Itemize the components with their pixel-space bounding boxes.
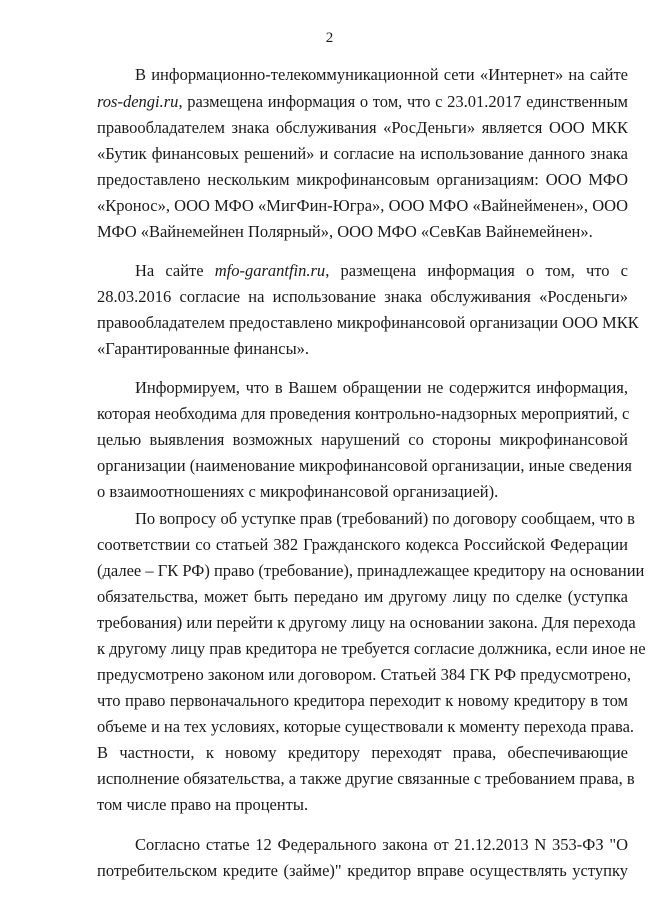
text-segment: В частности, к новому кредитору переходят права, обеспечивающие <box>97 743 628 762</box>
text-segment: что право первоначального кредитора переходит к новому кредитору в том <box>97 691 628 710</box>
text-segment: правообладателем знака обслуживания «РосДеньги» является ООО МКК <box>97 118 628 137</box>
text-line <box>97 453 632 479</box>
text-line <box>135 506 635 532</box>
text-segment: , размещена информация о том, что с 23.01.2017 единственным <box>178 92 628 111</box>
page-number: 2 <box>325 30 334 46</box>
text-line <box>97 219 628 245</box>
text-line <box>97 792 628 818</box>
text-line <box>97 89 628 115</box>
text-segment: объеме и на тех условиях, которые существовали к моменту перехода права. <box>97 717 635 736</box>
text-segment: Согласно статье 12 Федерального закона от 21.12.2013 N 353-ФЗ "О <box>135 835 628 854</box>
text-segment: которая необходима для проведения контрольно-надзорных мероприятий, с <box>97 404 630 423</box>
text-segment: 28.03.2016 согласие на использование знака обслуживания «Росденьги» <box>97 287 628 306</box>
text-segment: организации (наименование микрофинансовой организации, иные сведения <box>97 456 632 475</box>
text-segment: том числе право на проценты. <box>97 795 309 814</box>
text-segment: соответствии со статьей 382 Гражданского кодекса Российской Федерации <box>97 535 628 554</box>
text-line <box>97 310 639 336</box>
text-line <box>97 193 628 219</box>
text-line <box>97 688 628 714</box>
text-segment: о взаимоотношениях с микрофинансовой организацией). <box>97 482 499 501</box>
text-segment: Информируем, что в Вашем обращении не содержится информация, <box>135 378 628 397</box>
text-line <box>135 258 628 284</box>
text-line <box>97 115 628 141</box>
text-segment: В информационно-телекоммуникационной сети «Интернет» на сайте <box>135 65 628 84</box>
text-segment: , размещена информация о том, что с <box>325 261 629 280</box>
text-segment: к другому лицу прав кредитора не требуется согласие должника, если иное не <box>97 639 646 658</box>
text-line <box>97 401 628 427</box>
text-line <box>135 62 628 88</box>
text-segment: «Гарантированные финансы». <box>97 339 310 358</box>
text-segment: предусмотрено законом или договором. Статьей 384 ГК РФ предусмотрено, <box>97 665 632 684</box>
text-line <box>97 532 628 558</box>
text-segment: На сайте <box>135 261 215 280</box>
text-segment: предоставлено нескольким микрофинансовым организациям: ООО МФО <box>97 170 628 189</box>
text-line <box>135 375 628 401</box>
website-name: mfo-garantfin.ru <box>214 261 326 280</box>
text-line <box>97 740 628 766</box>
text-segment: целью выявления возможных нарушений со стороны микрофинансовой <box>97 430 628 449</box>
text-line <box>97 284 628 310</box>
text-line <box>97 141 628 167</box>
text-segment: (далее – ГК РФ) право (требование), принадлежащее кредитору на основании <box>97 561 645 580</box>
text-segment: правообладателем предоставлено микрофинансовой организации ООО МКК <box>97 313 639 332</box>
text-line <box>97 636 646 662</box>
text-segment: «Бутик финансовых решений» и согласие на использование данного знака <box>97 144 628 163</box>
text-line <box>97 584 628 610</box>
text-segment: требования) или перейти к другому лицу на основании закона. Для перехода <box>97 613 636 632</box>
text-line <box>97 558 645 584</box>
text-line <box>97 766 635 792</box>
text-segment: исполнение обязательства, а также другие связанные с требованием права, в <box>97 769 635 788</box>
text-line <box>97 336 628 362</box>
text-segment: «Кронос», ООО МФО «МигФин-Югра», ООО МФО «Вайнейменен», ООО <box>97 196 628 215</box>
website-name: ros-dengi.ru <box>97 92 179 111</box>
text-line <box>97 167 628 193</box>
text-segment: потребительском кредите (займе)" кредитор вправе осуществлять уступку <box>97 861 628 880</box>
text-line <box>135 832 628 858</box>
text-line <box>97 479 628 505</box>
text-line <box>97 427 628 453</box>
text-segment: обязательства, может быть передано им другому лицу по сделке (уступка <box>97 587 628 606</box>
text-segment: По вопросу об уступке прав (требований) по договору сообщаем, что в <box>135 509 635 528</box>
text-line <box>97 610 636 636</box>
text-line <box>97 714 635 740</box>
text-segment: МФО «Вайнемейнен Полярный», ООО МФО «СевКав Вайнемейнен». <box>97 222 593 241</box>
text-line <box>97 662 632 688</box>
text-line <box>97 858 628 884</box>
